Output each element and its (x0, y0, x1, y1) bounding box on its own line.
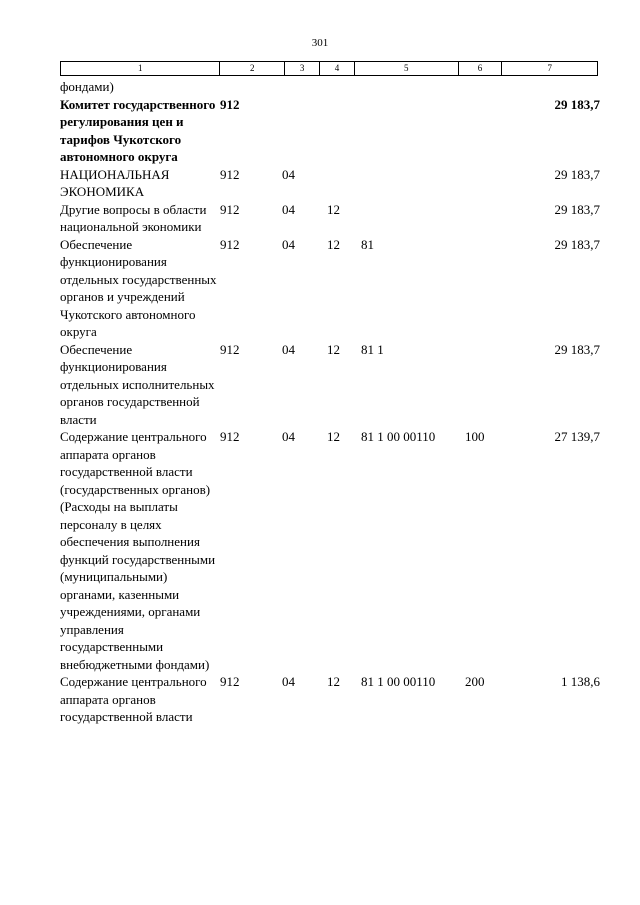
row-rz: 04 (282, 341, 295, 357)
header-col-4: 4 (320, 62, 355, 75)
row-pr (327, 96, 361, 166)
row-sum: 29 183,7 (554, 166, 600, 182)
row-gr: 912 (220, 236, 240, 252)
row-gr: 912 (220, 674, 240, 689)
header-col-5: 5 (355, 62, 459, 75)
row-pr: 12 (327, 236, 340, 252)
table-row (60, 673, 600, 726)
row-pr: 12 (327, 341, 340, 357)
table-row (60, 166, 600, 201)
row-csr: 81 1 00 00110 (361, 429, 436, 444)
row-name: НАЦИОНАЛЬНАЯ ЭКОНОМИКА (60, 166, 170, 199)
table-header (60, 61, 598, 76)
row-vr (465, 166, 510, 201)
row-vr (465, 341, 510, 429)
row-rz: 04 (282, 201, 295, 217)
row-pr: 12 (327, 201, 340, 217)
row-gr: 912 (220, 429, 240, 444)
table-body (60, 78, 600, 726)
continuation-text: фондами) (60, 79, 114, 94)
row-gr: 912 (220, 96, 240, 112)
row-name: Комитет государственного регулирования цен и тарифов Чукотского автономного округа (60, 96, 216, 164)
table-row (60, 96, 600, 166)
row-csr: 81 1 00 00110 (361, 674, 436, 689)
row-name: Содержание центрального аппарата органов государственной власти (государственных органов) (Расходы на выплаты персоналу в целях обеспечения выполнения функций государственными (муниципальными) органами, казенными учреждениями, органами управления государственными внебюджетными фондами) (60, 429, 216, 672)
row-vr: 100 (465, 429, 485, 444)
table-row (60, 236, 600, 341)
row-csr: 81 1 (361, 341, 384, 357)
row-sum: 1 138,6 (561, 674, 600, 689)
row-rz: 04 (282, 674, 295, 689)
row-pr (327, 166, 361, 201)
header-col-7: 7 (547, 63, 552, 73)
row-sum: 29 183,7 (554, 236, 600, 252)
row-pr: 12 (327, 674, 340, 689)
continuation-row (60, 78, 600, 96)
row-name: Обеспечение функционирования отдельных исполнительных органов государственной власти (60, 341, 215, 427)
row-rz: 04 (282, 236, 295, 252)
row-gr: 912 (220, 201, 240, 217)
table-row (60, 341, 600, 429)
row-pr: 12 (327, 429, 340, 444)
row-vr (465, 96, 510, 166)
table-row (60, 201, 600, 236)
header-col-6: 6 (459, 62, 503, 75)
header-col-2: 2 (220, 62, 285, 75)
row-name: Обеспечение функционирования отдельных государственных органов и учреждений Чукотского автономного округа (60, 236, 217, 339)
row-rz (282, 96, 327, 166)
page-number: 301 (311, 37, 329, 49)
row-csr (361, 166, 465, 201)
row-gr: 912 (220, 341, 240, 357)
header-col-1: 1 (61, 62, 220, 75)
row-rz: 04 (282, 166, 295, 182)
row-gr: 912 (220, 166, 240, 182)
row-vr (465, 236, 510, 341)
row-sum: 27 139,7 (554, 429, 600, 444)
header-col-3: 3 (285, 62, 320, 75)
row-name: Содержание центрального аппарата органов государственной власти (60, 674, 207, 724)
table-row (60, 428, 600, 673)
row-rz: 04 (282, 429, 295, 444)
row-name: Другие вопросы в области национальной экономики (60, 201, 207, 234)
row-csr (361, 96, 465, 166)
row-vr (465, 201, 510, 236)
row-sum: 29 183,7 (554, 96, 600, 112)
row-csr: 81 (361, 236, 374, 252)
row-csr (361, 201, 465, 236)
row-sum: 29 183,7 (554, 201, 600, 217)
row-vr: 200 (465, 674, 485, 689)
row-sum: 29 183,7 (554, 341, 600, 357)
